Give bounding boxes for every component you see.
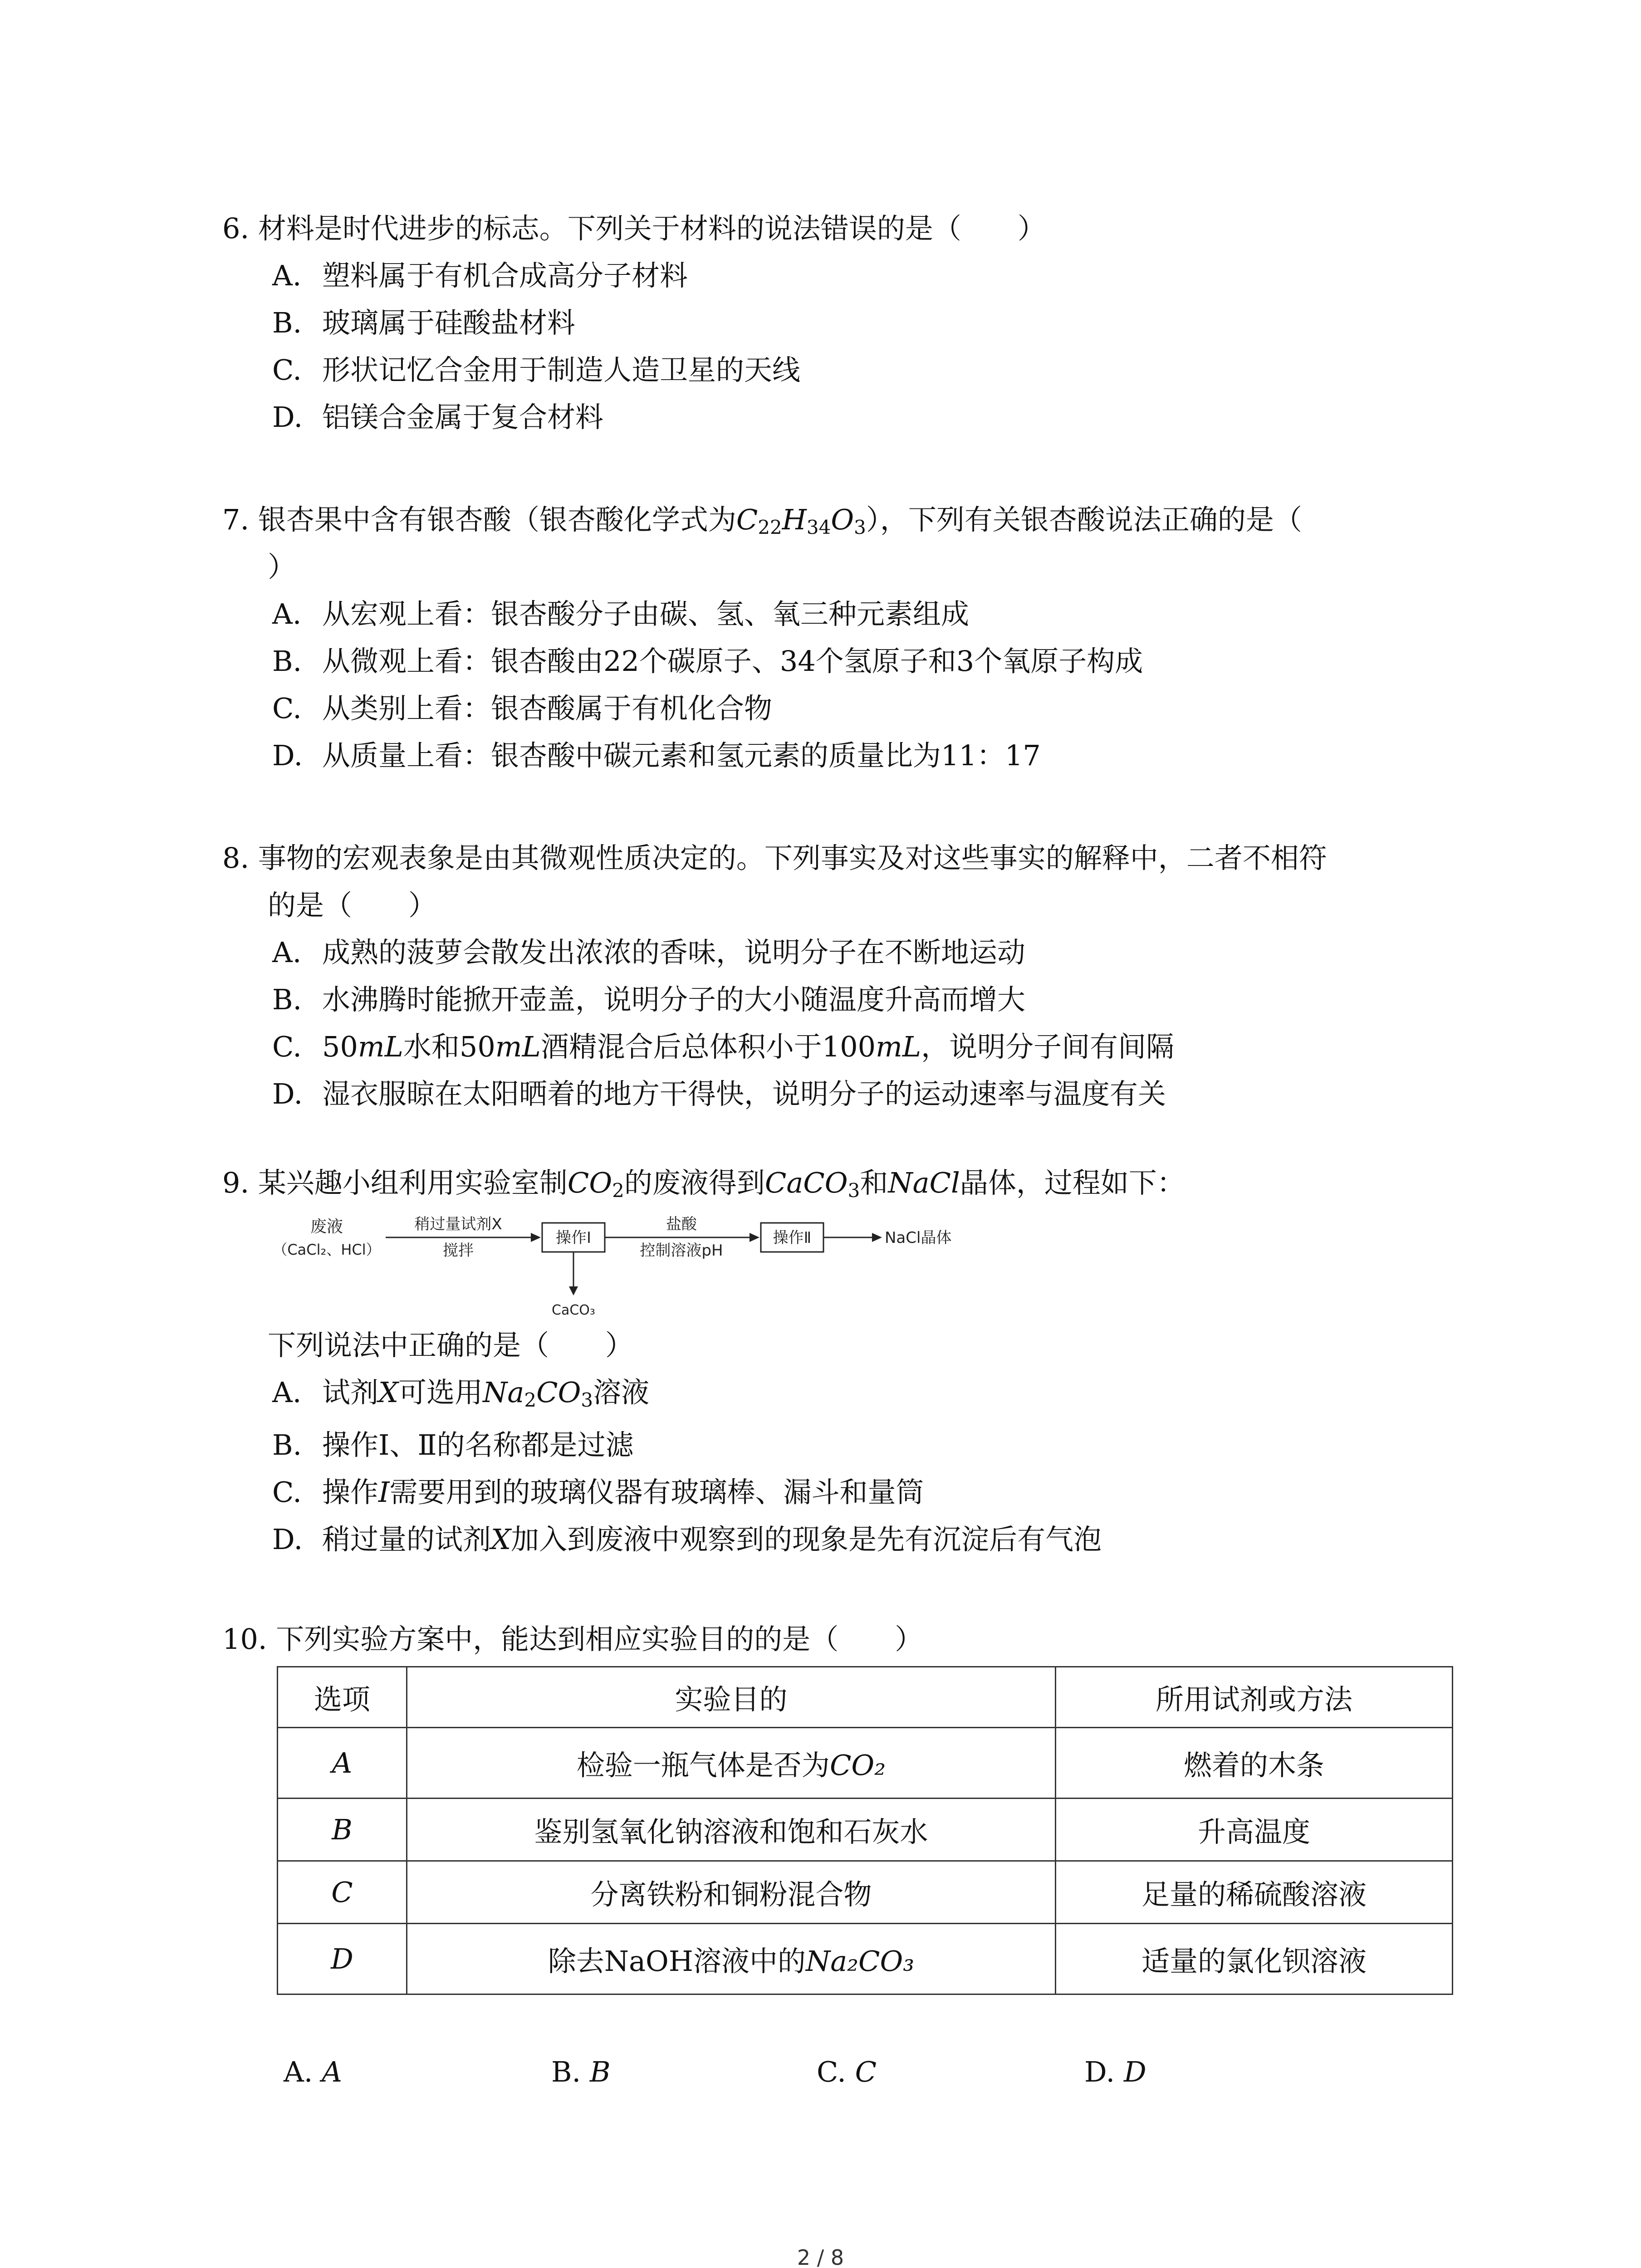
q6-option-c: C. 形状记忆合金用于制造人造卫星的天线: [272, 353, 801, 386]
arrow-1-head: [531, 1233, 541, 1242]
row-purpose: 鉴别氢氧化钠溶液和饱和石灰水: [407, 1799, 1056, 1861]
process-flow-diagram: [259, 1210, 1003, 1324]
page-number: 2 / 8: [797, 2245, 844, 2268]
arrow-3-head: [872, 1233, 882, 1242]
q6-stem: 6. 材料是时代进步的标志。下列关于材料的说法错误的是（ ）: [222, 212, 1046, 245]
q9-option-c: C. 操作I需要用到的玻璃仪器有玻璃棒、漏斗和量筒: [272, 1476, 924, 1509]
q8-option-b: B. 水沸腾时能掀开壶盖，说明分子的大小随温度升高而增大: [272, 983, 1026, 1016]
table-row: [278, 1799, 1453, 1861]
q9-option-b: B. 操作Ⅰ、Ⅱ的名称都是过滤: [272, 1428, 634, 1461]
q9-stem: 9. 某兴趣小组利用实验室制$CO_2$的废液得到CaCO$_3$和NaCl晶体，过程如下：: [222, 1166, 1185, 1202]
header-option: 选项: [278, 1667, 407, 1728]
arrow-2-reagent: 盐酸: [666, 1215, 697, 1233]
product-label: NaCl晶体: [885, 1229, 952, 1247]
arrow-1-condition: 搅拌: [443, 1242, 474, 1260]
precipitate-arrow-head: [569, 1286, 578, 1295]
row-option: B: [278, 1799, 407, 1861]
q10-table: [277, 1666, 1453, 1995]
q9-sub-stem: 下列说法中正确的是（ ）: [268, 1329, 634, 1362]
table-row: [278, 1728, 1453, 1799]
row-purpose: 除去NaOH溶液中的Na₂CO₃: [407, 1924, 1056, 1994]
q7-option-a: A. 从宏观上看：银杏酸分子由碳、氢、氧三种元素组成: [272, 597, 970, 631]
table-row: [278, 1924, 1453, 1994]
q7-stem: 7. 银杏果中含有银杏酸（银杏酸化学式为$C_{22}H_{34}O_3$），下列有关银杏酸说法正确的是（: [222, 503, 1302, 538]
q10-answer-c: C. C: [817, 2055, 877, 2088]
q7-stem-continued: ）: [268, 550, 296, 583]
q8-stem-continued: 的是（ ）: [268, 889, 437, 922]
row-method: 燃着的木条: [1056, 1728, 1453, 1799]
q8-option-c: C. 50mL水和50mL酒精混合后总体积小于100mL，说明分子间有间隔: [272, 1030, 1175, 1063]
row-option: D: [278, 1924, 407, 1994]
q8-option-d: D. 湿衣服晾在太阳晒着的地方干得快，说明分子的运动速率与温度有关: [272, 1077, 1166, 1110]
q8-option-a: A. 成熟的菠萝会散发出浓浓的香味，说明分子在不断地运动: [272, 936, 1026, 969]
q8-stem: 8. 事物的宏观表象是由其微观性质决定的。下列事实及对这些事实的解释中，二者不相符: [222, 841, 1327, 875]
precipitate-label: CaCO₃: [552, 1302, 595, 1318]
row-method: 升高温度: [1056, 1799, 1453, 1861]
row-option: C: [278, 1861, 407, 1924]
q10-answer-d: D. D: [1084, 2055, 1146, 2088]
q9-option-d: D. 稍过量的试剂X加入到废液中观察到的现象是先有沉淀后有气泡: [272, 1523, 1102, 1556]
q10-answer-b: B. B: [551, 2055, 611, 2088]
q7-option-c: C. 从类别上看：银杏酸属于有机化合物: [272, 692, 773, 725]
row-purpose: 检验一瓶气体是否为CO₂: [407, 1728, 1056, 1799]
q10-answer-a: A. A: [284, 2055, 342, 2088]
table-row: [278, 1861, 1453, 1924]
row-method: 足量的稀硫酸溶液: [1056, 1861, 1453, 1924]
q6-option-a: A. 塑料属于有机合成高分子材料: [272, 259, 688, 292]
waste-liquid-label: 废液: [310, 1217, 343, 1236]
q7-option-b: B. 从微观上看：银杏酸由22个碳原子、34个氢原子和3个氧原子构成: [272, 645, 1143, 678]
table-header-row: [278, 1667, 1453, 1728]
q9-option-a: A. 试剂X可选用$Na_2CO_3$溶液: [272, 1376, 650, 1411]
q7-option-d: D. 从质量上看：银杏酸中碳元素和氢元素的质量比为11：17: [272, 739, 1041, 772]
q6-option-b: B. 玻璃属于硅酸盐材料: [272, 306, 576, 339]
arrow-1-reagent: 稍过量试剂X: [414, 1215, 502, 1233]
arrow-2-condition: 控制溶液pH: [640, 1242, 723, 1260]
q10-stem: 10. 下列实验方案中，能达到相应实验目的的是（ ）: [222, 1623, 923, 1656]
operation-2-label: 操作Ⅱ: [773, 1229, 812, 1247]
row-method: 适量的氯化钡溶液: [1056, 1924, 1453, 1994]
q6-option-d: D. 铝镁合金属于复合材料: [272, 401, 604, 434]
header-purpose: 实验目的: [407, 1667, 1056, 1728]
row-purpose: 分离铁粉和铜粉混合物: [407, 1861, 1056, 1924]
operation-1-label: 操作Ⅰ: [555, 1229, 592, 1247]
arrow-2-head: [749, 1233, 759, 1242]
waste-liquid-formula: （CaCl₂、HCl）: [273, 1241, 381, 1258]
header-method: 所用试剂或方法: [1056, 1667, 1453, 1728]
row-option: A: [278, 1728, 407, 1799]
